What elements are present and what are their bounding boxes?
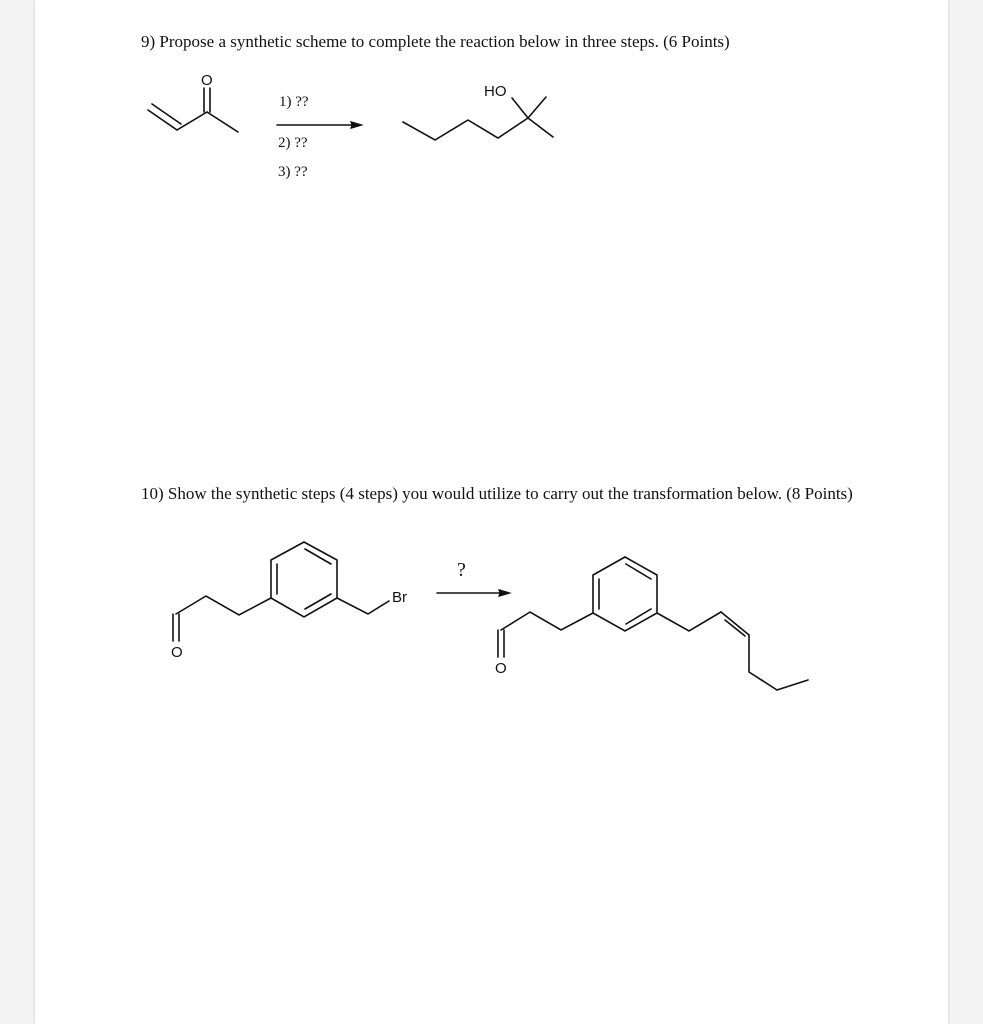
q10-product-ring [593, 557, 657, 631]
q10-reaction-arrow [437, 590, 509, 596]
q9-reagent-1: 1) ?? [279, 94, 309, 110]
q10-sm-ring-inner-2 [305, 594, 331, 609]
q10-arrow-head [499, 590, 509, 596]
q9-product-hydroxyl-label: HO [484, 83, 507, 100]
question-10-scheme [35, 0, 948, 1024]
q10-sm-bromomethyl-chain [337, 598, 389, 614]
q10-product-ring-inner-1 [626, 564, 651, 579]
q10-starting-material-bonds [173, 542, 389, 641]
q10-sm-oxygen-atom: O [171, 644, 183, 661]
q10-product-alkyl-tail [749, 635, 808, 690]
q10-product-alkene-bond-a [721, 612, 749, 635]
q10-product-ring-inner-2 [626, 609, 651, 624]
q9-reagent-2: 2) ?? [278, 135, 308, 151]
q10-sm-ring [271, 542, 337, 617]
question-10-prompt: 10) Show the synthetic steps (4 steps) you would utilize to carry out the transformation below. (8 Points) [141, 484, 853, 503]
q10-product-alkene-bond-b [725, 620, 745, 636]
q10-product-aldehyde-chain [501, 612, 593, 630]
q10-sm-aldehyde-chain [176, 596, 271, 615]
document-page [35, 0, 948, 1024]
q10-sm-ring-inner-1 [305, 549, 331, 564]
q10-product-allyl-chain [657, 612, 721, 631]
question-9-prompt: 9) Propose a synthetic scheme to complete the reaction below in three steps. (6 Points) [141, 32, 730, 51]
q10-product-oxygen-atom: O [495, 660, 507, 677]
q9-reagent-3: 3) ?? [278, 164, 308, 180]
q10-product-bonds [498, 557, 808, 690]
q10-sm-bromine-atom: Br [392, 589, 407, 606]
q10-arrow-label: ? [457, 559, 466, 581]
q9-sm-oxygen-atom: O [201, 72, 213, 89]
